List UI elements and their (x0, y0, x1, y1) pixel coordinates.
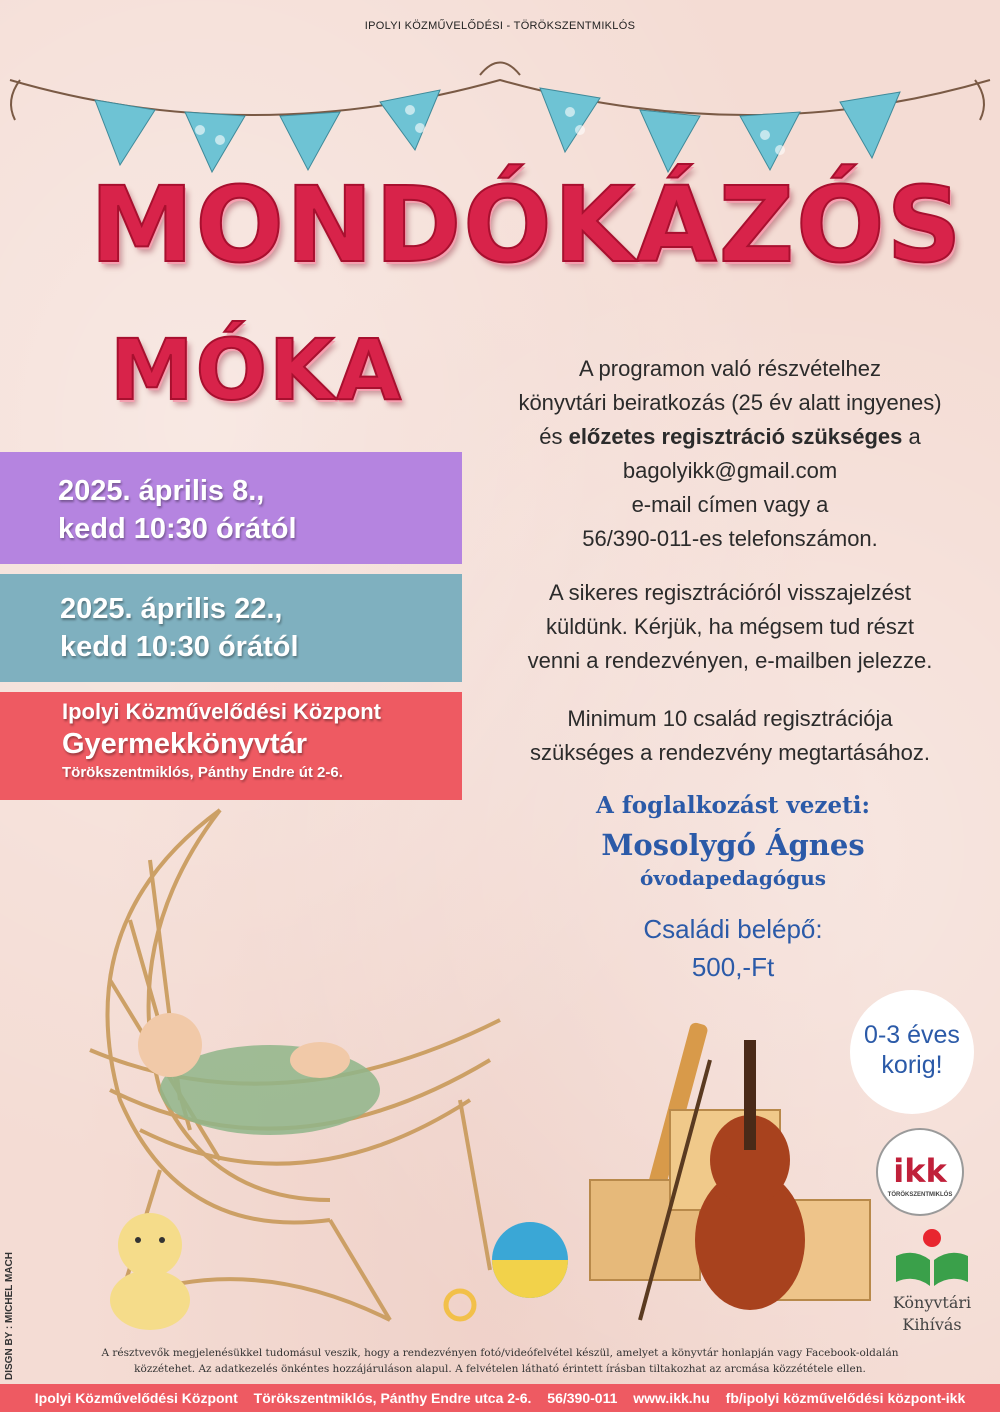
footer-address: Törökszentmiklós, Pánthy Endre utca 2-6. (253, 1390, 532, 1406)
info-line: könyvtári beiratkozás (25 év alatt ingyenes) (518, 390, 942, 415)
fee-label: Családi belépő: (643, 914, 823, 944)
disclaimer-line: közzétehet. Az adatkezelés önkéntes hozzájáruláson alapul. A felvételen látható érintett írásban tiltakozhat az arcmása közzététele ellen. (134, 1363, 866, 1375)
konyvtari-kihivas-text (870, 1292, 994, 1336)
date2-line1: 2025. április 22., (60, 593, 283, 625)
age-line2: korig! (881, 1051, 943, 1079)
info-line: venni a rendezvényen, e-mailben jelezze. (527, 648, 933, 673)
cradle-illustration (30, 800, 880, 1340)
age-line1: 0-3 éves (864, 1021, 960, 1049)
info-line: Minimum 10 család regisztrációja (567, 706, 893, 731)
footer-facebook[interactable]: fb/ipolyi közművelődési központ-ikk (725, 1390, 966, 1406)
info-line (470, 420, 990, 454)
header-organization: IPOLYI KÖZMŰVELŐDÉSI - TÖRÖKSZENTMIKLÓS (364, 20, 636, 32)
footer-phone: 56/390-011 (547, 1390, 618, 1406)
date1-line1: 2025. április 8., (58, 475, 265, 507)
footer-org: Ipolyi Közművelődési Központ (34, 1390, 238, 1406)
designer-credit (4, 1220, 18, 1380)
photo-disclaimer (60, 1345, 940, 1377)
designer-credit-text: DISGN BY : MICHEL MACH (4, 1252, 15, 1380)
ikk-logo-text: ikk (893, 1152, 947, 1190)
leader-role: óvodapedagógus (639, 866, 826, 890)
disclaimer-line: A résztvevők megjelenésükkel tudomásul veszik, hogy a rendezvényen fotó/videófelvétel készül, amelyet a könyvtár honlapján vagy Facebook-oldalán (101, 1347, 899, 1359)
date2-line2: kedd 10:30 órától (60, 631, 299, 663)
info-emphasis: előzetes regisztráció szükséges (568, 424, 903, 449)
date1-line2: kedd 10:30 órától (58, 513, 297, 545)
ikk-logo (876, 1128, 964, 1216)
venue-address: Törökszentmiklós, Pánthy Endre út 2-6. (62, 764, 343, 781)
footer-bar (0, 1384, 1000, 1412)
minimum-info (470, 702, 990, 770)
logo-line: Kihívás (902, 1315, 962, 1334)
ikk-logo-sub: TÖRÖKSZENTMIKLÓS (887, 1192, 953, 1198)
logo-line: Könyvtári (892, 1293, 972, 1312)
footer-website[interactable]: www.ikk.hu (633, 1390, 710, 1406)
info-line: szükséges a rendezvény megtartásához. (530, 740, 930, 765)
leader-label: A foglalkozást vezeti: (596, 792, 870, 819)
feedback-info (470, 576, 990, 678)
title-main: MONDÓKÁZÓS (90, 164, 964, 286)
date-band-1 (0, 452, 462, 564)
bunting-decoration (0, 40, 1000, 180)
email-address[interactable]: bagolyikk@gmail.com (622, 458, 838, 483)
book-icon (880, 1226, 984, 1290)
date-band-2 (0, 574, 462, 682)
info-text: a (902, 424, 921, 449)
konyvtari-kihivas-logo (880, 1226, 984, 1336)
venue-band (0, 692, 462, 800)
info-text: és (539, 424, 569, 449)
venue-library: Gyermekkönyvtár (62, 728, 308, 760)
leader-name: Mosolygó Ágnes (601, 828, 865, 862)
info-line: A sikeres regisztrációról visszajelzést (549, 580, 911, 605)
info-line: e-mail címen vagy a (631, 492, 829, 517)
phone-number: 56/390-011-es telefonszámon. (582, 526, 878, 551)
venue-name: Ipolyi Közművelődési Központ (62, 699, 382, 724)
title-sub: MÓKA (110, 321, 404, 419)
fee-amount: 500,-Ft (691, 952, 775, 982)
registration-info (470, 352, 990, 556)
info-line: A programon való részvételhez (578, 356, 882, 381)
info-line: küldünk. Kérjük, ha mégsem tud részt (545, 614, 915, 639)
